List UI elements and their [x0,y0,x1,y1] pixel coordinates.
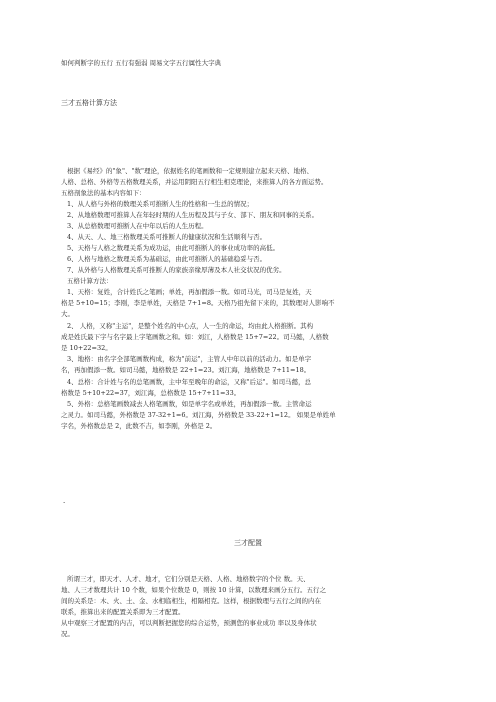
list-item: 3、从总格数理可推断人在中年以后的人生历程。 [67,222,208,230]
paragraph-line: 字名，外格数总是 2，此数不吉，如李刚，外格是 2。 [61,422,217,430]
paragraph-line: 况。 [61,630,74,638]
paragraph-line: 2、 人格，又称"主运"，是整个姓名的中心点，人一生的命运，均由此人格推断。其构 [67,322,314,330]
paragraph-line: 是 10+22=32。 [61,344,112,352]
list-item: 7、从外格与人格数理关系可推断人的家族亲缘厚薄及本人社交状况的优劣。 [67,266,286,274]
paragraph-line: 名，再加假添一数。如司马懿，地格数是 22+1=23。刘江海，地格数是 7+11=18。 [61,366,311,374]
paragraph-line: 地、人三才数理共计 10 个数，如果个位数是 0，则按 10 计算，以数理来画分五行。五行之 [61,586,327,594]
paragraph-line: 间的关系是：木、火、土、金、水相临相生，相隔相克。这样，根据数理与五行之间的内在 [61,597,321,605]
list-item: 6、人格与地格之数理关系为基础运，由此可推断人的基础稳妥与否。 [67,255,267,263]
paragraph-line: 4、总格：合计姓与名的总笔画数，主中年至晚年的命运，又称"后运"。如司马懿，总 [67,378,312,386]
list-item: 5、天格与人格之数理关系为成功运，由此可推断人的事业成功率的高低。 [67,244,280,252]
paragraph-line: 大。 [61,310,74,318]
list-item: 4、从天、人、地三格数理关系可推断人的健康状况和生活顺利与否。 [67,233,267,241]
stray-dot: · [63,499,66,507]
paragraph-line: 5、外格：总格笔画数减去人格笔画数，如是单字名或单姓，再加假添一数。主管命运 [67,400,312,408]
paragraph-line: 从中观察三才配置的内吉，可以判断把握您的综合运势，预测您的事业成功 率以及身体状 [61,619,317,627]
paragraph-line: 格是 5+10=15；李刚，李是单姓，天格是 7+1=8。天格乃祖先留下来的，其数理对人影响不 [61,299,335,307]
section-heading-wuge: 三才五格计算方法 [61,99,117,107]
paragraph-line: 格数是 5+10+22=37，刘江海，总格数是 15+7+11=33。 [61,389,241,397]
paragraph-line: 五格剖象法的基本内容如下： [61,189,146,197]
document-title: 如何判断字的五行 五行有强弱 周易文字五行属性大字典 [61,59,222,67]
list-item: 1、从人格与外格的数理关系可推断人生的性格和一生总的情况； [67,200,254,208]
section-heading-sancai: 三才配置 [234,539,262,547]
paragraph-line: 联系，推算出来的配置关系即为三才配置。 [61,608,185,616]
paragraph-line: 3、地格：由名字全部笔画数构成，称为"前运"，主管人中年以前的活动力。如是单字 [67,355,312,363]
paragraph-line: 成是姓氏最下字与名字最上字笔画数之和。如：刘江，人格数是 15+7=22。司马懿，人格数 [61,333,329,341]
paragraph-line: 根据《易经》的"象"、"数"理论，依据姓名的笔画数和一定规则建立起来天格、地格、 [67,167,313,175]
paragraph-line: 之灵力。如司马懿，外格数是 37-32+1=6。刘江海，外格数是 33-22+1=12。 如果是单姓单 [61,411,336,419]
paragraph-line: 所谓三才，即天才、人才、地才，它们分别是天格、人格、地格数字的个位 数。天、 [67,575,310,583]
paragraph-line: 人格、总格、外格等五格数理关系，并运用阴阳五行相生相克理论，来推算人的各方面运势。 [61,178,328,186]
list-item: 2、从地格数理可推算人在年轻时期的人生历程及其与子女、部下、朋友和同事的关系。 [67,211,319,219]
paragraph-line: 1、天格：复姓，合计姓氏之笔画；单姓，再加假添一数。如司马光，司马是复姓，天 [67,288,312,296]
subheading-calc: 五格计算方法： [67,277,113,285]
